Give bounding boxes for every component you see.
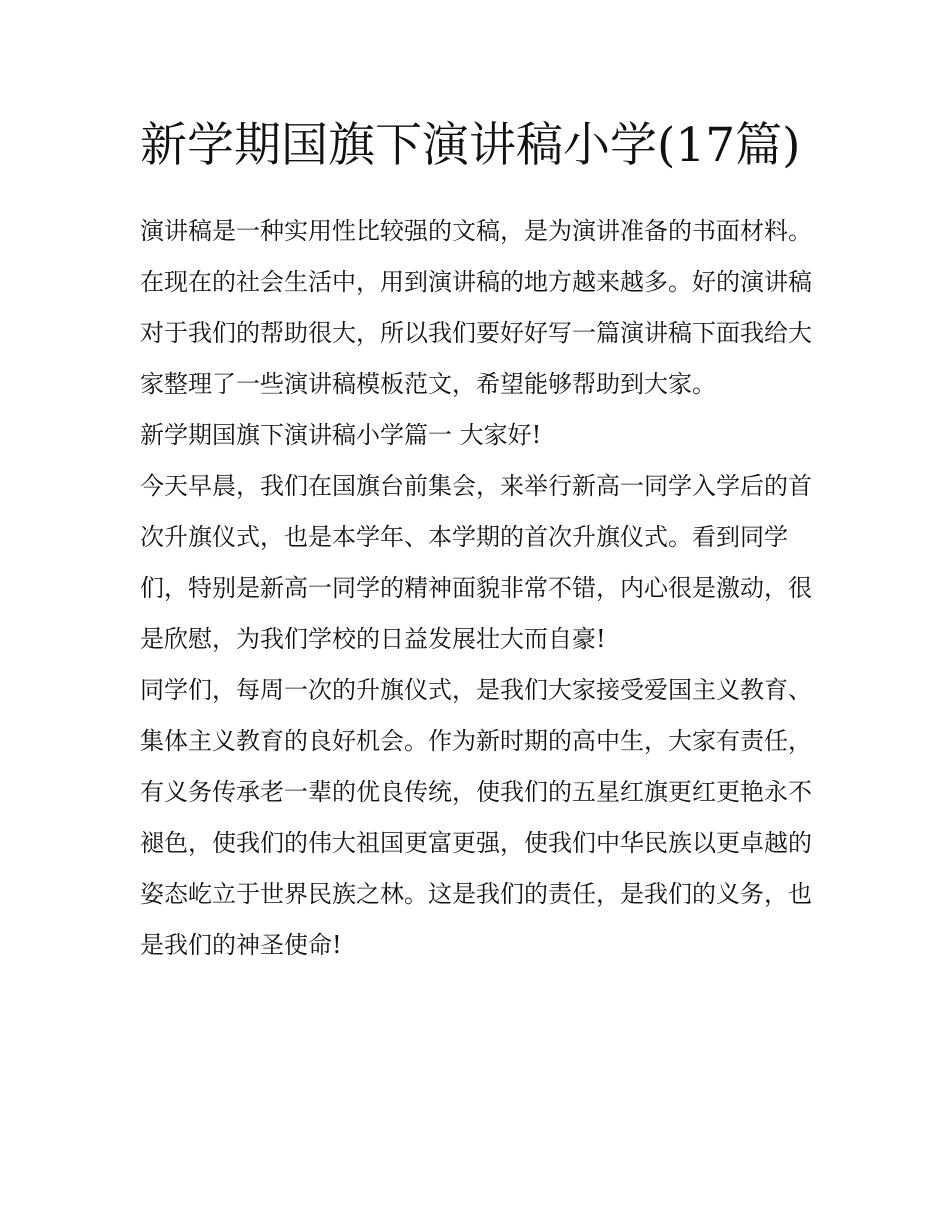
document-body [140, 112, 815, 971]
intro-paragraph: 演讲稿是一种实用性比较强的文稿，是为演讲准备的书面材料。在现在的社会生活中，用到演讲稿的地方越来越多。好的演讲稿对于我们的帮助很大，所以我们要好好写一篇演讲稿下面我给大家整理了一些演讲稿模板范文，希望能够帮助到大家。 [140, 217, 812, 398]
section-heading-paragraph: 新学期国旗下演讲稿小学篇一 大家好! [140, 421, 542, 449]
body-paragraph: 同学们，每周一次的升旗仪式，是我们大家接受爱国主义教育、集体主义教育的良好机会。作为新时期的高中生，大家有责任，有义务传承老一辈的优良传统，使我们的五星红旗更红更艳永不褪色，使我们的伟大祖国更富更强，使我们中华民族以更卓越的姿态屹立于世界民族之林。这是我们的责任，是我们的义务，也是我们的神圣使命! [140, 676, 812, 959]
body-paragraph: 今天早晨，我们在国旗台前集会，来举行新高一同学入学后的首次升旗仪式，也是本学年、本学期的首次升旗仪式。看到同学们，特别是新高一同学的精神面貌非常不错，内心很是激动，很是欣慰，为我们学校的日益发展壮大而自豪! [140, 472, 812, 653]
document-title: 新学期国旗下演讲稿小学(17篇) [140, 118, 801, 173]
